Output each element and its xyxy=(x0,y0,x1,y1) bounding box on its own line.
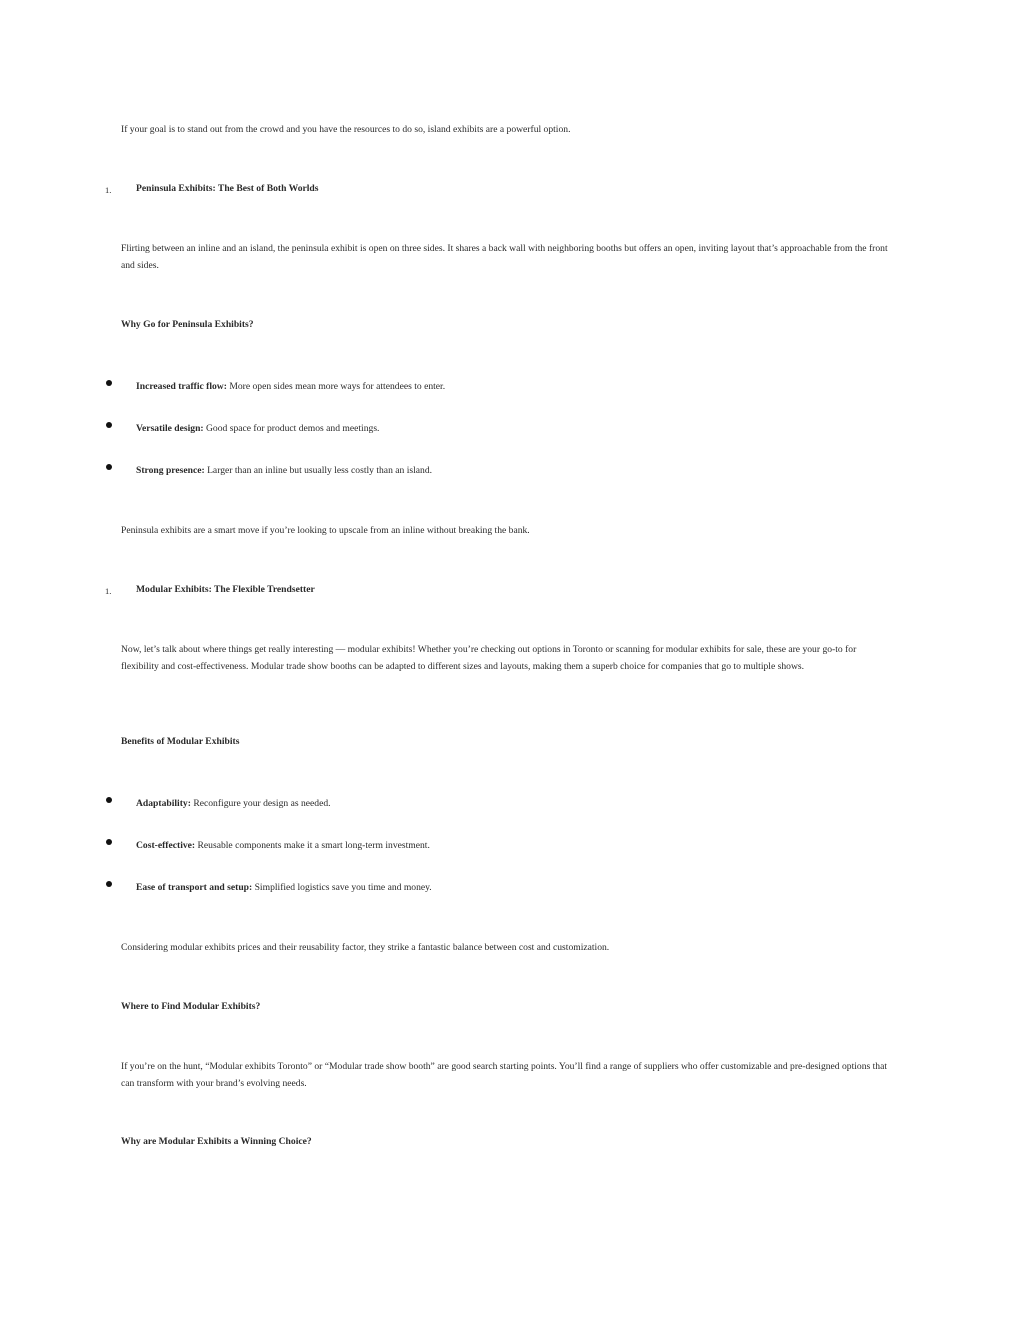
modular-closing-paragraph: Considering modular exhibits prices and their reusability factor, they strike a fantastic balance between cost and customization. xyxy=(121,942,610,953)
bullet-text: Good space for product demos and meetings. xyxy=(203,423,380,434)
list-item xyxy=(136,463,876,480)
bullet-label: Increased traffic flow: xyxy=(136,381,227,392)
bullet-icon xyxy=(106,881,112,887)
where-to-find-paragraph: If you’re on the hunt, “Modular exhibits Toronto” or “Modular trade show booth” are good search starting points. You’ll find a range of suppliers who offer customizable and pre-designed options that can transform with your brand’s evolving needs. xyxy=(121,1061,888,1089)
list-item xyxy=(136,421,876,438)
subheading-why-peninsula: Why Go for Peninsula Exhibits? xyxy=(121,319,254,330)
bullet-text: Reusable components make it a smart long-term investment. xyxy=(195,840,430,851)
list-item xyxy=(136,796,876,813)
list-item xyxy=(136,379,876,396)
bullet-label: Adaptability: xyxy=(136,798,191,809)
bullet-text: Larger than an inline but usually less costly than an island. xyxy=(204,465,433,476)
bullet-label: Versatile design: xyxy=(136,423,204,434)
bullet-text: Reconfigure your design as needed. xyxy=(190,798,331,809)
bullet-text: More open sides mean more ways for attendees to enter. xyxy=(226,381,446,392)
subheading-benefits-modular: Benefits of Modular Exhibits xyxy=(121,736,240,747)
bullet-text: Simplified logistics save you time and money. xyxy=(252,882,432,893)
section-heading-modular: Modular Exhibits: The Flexible Trendsetter xyxy=(136,584,315,595)
modular-paragraph: Now, let’s talk about where things get really interesting — modular exhibits! Whether you’re checking out options in Toronto or scanning for modular exhibits for sale, these are your go-to for flexibility and cost-effectiveness. Modular trade show booths can be adapted to different sizes and layouts, making them a superb choice for companies that go to multiple shows. xyxy=(121,644,857,672)
peninsula-paragraph: Flirting between an inline and an island, the peninsula exhibit is open on three sides. It shares a back wall with neighboring booths but offers an open, inviting layout that’s approachable from the front and sides. xyxy=(121,243,888,271)
bullet-icon xyxy=(106,464,112,470)
bullet-label: Cost-effective: xyxy=(136,840,196,851)
bullet-label: Ease of transport and setup: xyxy=(136,882,253,893)
intro-paragraph: If your goal is to stand out from the crowd and you have the resources to do so, island exhibits are a powerful option. xyxy=(121,124,571,135)
bullet-icon xyxy=(106,380,112,386)
bullet-icon xyxy=(106,839,112,845)
bullet-icon xyxy=(106,422,112,428)
subheading-where-to-find: Where to Find Modular Exhibits? xyxy=(121,1001,261,1012)
section-heading-peninsula: Peninsula Exhibits: The Best of Both Worlds xyxy=(136,183,319,194)
bullet-label: Strong presence: xyxy=(136,465,205,476)
list-number: 1. xyxy=(105,586,112,596)
subheading-winning-choice: Why are Modular Exhibits a Winning Choice? xyxy=(121,1136,312,1147)
list-item xyxy=(136,880,876,897)
bullet-icon xyxy=(106,797,112,803)
list-item xyxy=(136,838,876,855)
list-number: 1. xyxy=(105,185,112,195)
peninsula-closing-paragraph: Peninsula exhibits are a smart move if you’re looking to upscale from an inline without breaking the bank. xyxy=(121,525,530,536)
